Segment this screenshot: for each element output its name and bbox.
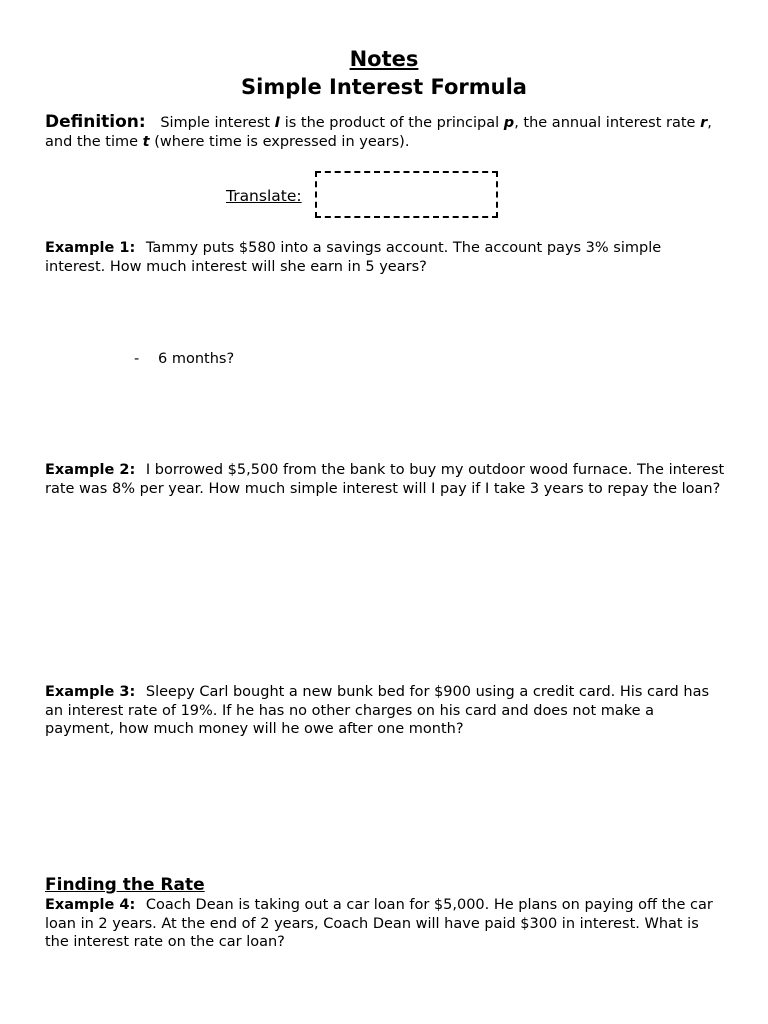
var-principal: p [503,115,515,131]
example-4-label: Example 4: [45,897,136,913]
example-1-subquestion-text: 6 months? [158,351,235,367]
example-3-label: Example 3: [45,684,136,700]
translate-label: Translate: [226,187,302,205]
var-time: t [142,133,150,150]
definition-text-3: , the annual interest rate [514,115,701,131]
example-4 [45,896,725,952]
var-rate: r [700,115,708,131]
notes-heading: Notes [349,47,419,71]
example-1-text: Tammy puts $580 into a savings account. The account pays 3% simple interest. How much interest will she earn in 5 years? [45,240,662,275]
translate-answer-box[interactable] [315,171,498,218]
example-4-text: Coach Dean is taking out a car loan for $5,000. He plans on paying off the car loan in 2 years. At the end of 2 years, Coach Dean will have paid $300 in interest. What is the interest rate on the car loan? [45,897,713,950]
dash-bullet: - [134,351,140,367]
definition-paragraph [45,113,725,151]
definition-label: Definition: [45,112,146,132]
example-1-subquestion [134,350,234,369]
definition-text-4: , and the time [45,115,712,150]
example-2-label: Example 2: [45,462,136,478]
example-1-label: Example 1: [45,240,136,256]
finding-rate-heading: Finding the Rate [45,875,205,895]
definition-text-1: Simple interest [160,115,275,131]
var-interest: I [274,115,281,131]
definition-text-2: is the product of the principal [280,115,504,131]
example-3-text: Sleepy Carl bought a new bunk bed for $900 using a credit card. His card has an interest rate of 19%. If he has no other charges on his card and does not make a payment, how much money will he owe after one month? [45,684,710,737]
definition-text-5: (where time is expressed in years). [149,133,410,150]
page-title: Simple Interest Formula [241,75,527,99]
example-3 [45,683,725,739]
example-1 [45,239,725,276]
example-2 [45,461,725,498]
example-2-text: I borrowed $5,500 from the bank to buy my outdoor wood furnace. The interest rate was 8% per year. How much simple interest will I pay if I take 3 years to repay the loan? [45,462,725,497]
